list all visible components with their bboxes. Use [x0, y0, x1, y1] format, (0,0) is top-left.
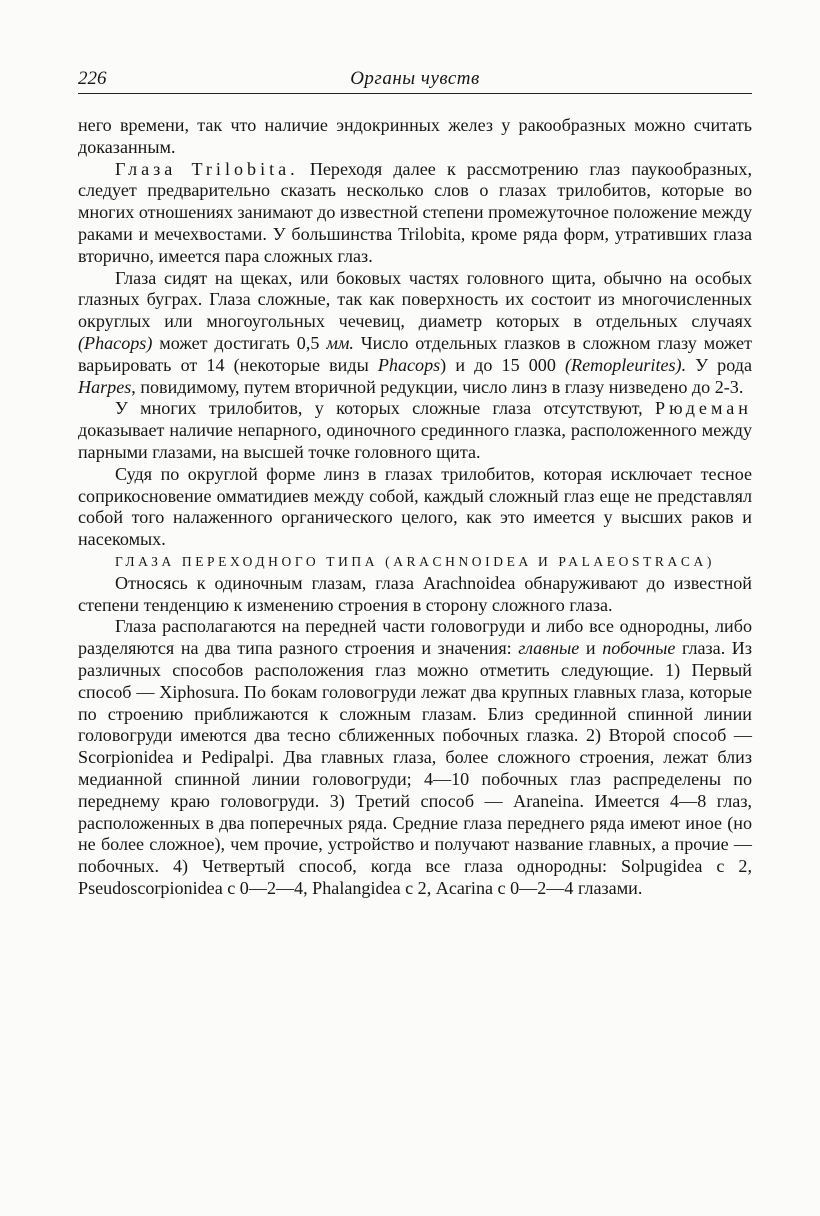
body-text	[78, 115, 752, 900]
p7-italic-2: побочные	[602, 638, 676, 659]
p4-text-2: доказывает наличие непарного, одиночного срединного глазка, расположенного между парными глазами, на высшей точке головного щита.	[78, 420, 752, 462]
paragraph-2	[78, 159, 752, 268]
p3-text-3: Число отдельных глазков в сложном глазу может варьировать от 14 (некоторые виды	[78, 332, 752, 375]
paragraph-7	[78, 616, 752, 899]
p7-italic-1: главные	[518, 638, 580, 659]
paragraph-2-lead: Глаза Trilobita.	[115, 158, 299, 179]
p3-italic-3: Phacops	[377, 354, 441, 375]
paragraph-1: него времени, так что наличие эндокринных желез у ракообразных можно считать доказанным.	[78, 115, 752, 157]
paragraph-4	[78, 398, 752, 463]
p4-author-name: Рюдеман	[655, 398, 752, 419]
paragraph-3	[78, 268, 752, 399]
p7-text-3: глаза. Из различных способов расположения глаз можно отметить следующие. 1) Первый способ — Xiphosura. По бокам головогруди лежат два крупных главных глаза, которые по строению приближаются к сложным глазам. Близ срединной спинной линии головогруди имеются два тесно сближенных побочных глазка. 2) Второй способ — Scorpionidea и Pedipalpi. Два главных глаза, более сложного строения, лежат близ медианной спинной линии головогруди; 4—10 побочных глаз распределены по переднему краю головогруди. 3) Третий способ — Araneina. Имеется 4—8 глаз, расположенных в два поперечных ряда. Средние глаза переднего ряда имеют иное (но не более сложное), чем прочие, устройство и получают название главных, а прочие — побочных. 4) Четвертый способ, когда все глаза однородны: Solpugidea с 2, Pseudoscorpionidea с 0—2—4, Phalangidea с 2, Acarina с 0—2—4 глазами.	[78, 638, 753, 898]
header-rule	[78, 93, 752, 94]
p3-italic-5: Harpes	[78, 376, 132, 397]
p3-text-6: , повидимому, путем вторичной редукции, число линз в глазу низведено до 2-3.	[131, 376, 744, 397]
p3-text-5: У рода	[686, 354, 752, 375]
p7-text-2: и	[579, 638, 603, 659]
paragraph-2-text: Переходя далее к рассмотрению глаз паукообразных, следует предварительно сказать несколько слов о глазах трилобитов, которые во многих отношениях занимают до известной степени промежуточное положение между раками и мечехвостами. У большинства Trilobita, кроме ряда форм, утративших глаза вторично, имеется пара сложных глаз.	[78, 158, 752, 266]
p3-text-4: ) и до 15 000	[440, 354, 566, 375]
p3-italic-1: (Phacops)	[78, 332, 153, 353]
p3-italic-4: (Remopleurites).	[565, 354, 687, 375]
page-header	[78, 68, 752, 94]
p3-text-1: Глаза сидят на щеках, или боковых частях головного щита, обычно на особых глазных буграх. Глаза сложные, так как поверхность их состоит из многочисленных округлых или многоугольных чечевиц, диаметр которых в отдельных случаях	[78, 267, 752, 332]
p4-text-1: У многих трилобитов, у которых сложные глаза отсутствуют,	[115, 398, 656, 419]
section-heading: ГЛАЗА ПЕРЕХОДНОГО ТИПА (ARACHNOIDEA И PALAEOSTRACA)	[115, 553, 715, 569]
p7-text-1: Глаза располагаются на передней части головогруди и либо все однородны, либо разделяются на два типа разного строения и значения:	[78, 616, 752, 659]
p3-italic-2: мм.	[326, 332, 354, 353]
p3-text-2: может достигать 0,5	[152, 332, 327, 353]
page-number: 226	[78, 68, 107, 89]
paragraph-6: Относясь к одиночным глазам, глаза Arachnoidea обнаруживают до известной степени тенденцию к изменению строения в сторону сложного глаза.	[78, 572, 752, 615]
paragraph-5: Судя по округлой форме линз в глазах трилобитов, которая исключает тесное соприкосновение омматидиев между собой, каждый сложный глаз еще не представлял собой того налаженного органического целого, как это имеется у высших раков и насекомых.	[78, 463, 752, 550]
running-title: Органы чувств	[350, 68, 480, 89]
